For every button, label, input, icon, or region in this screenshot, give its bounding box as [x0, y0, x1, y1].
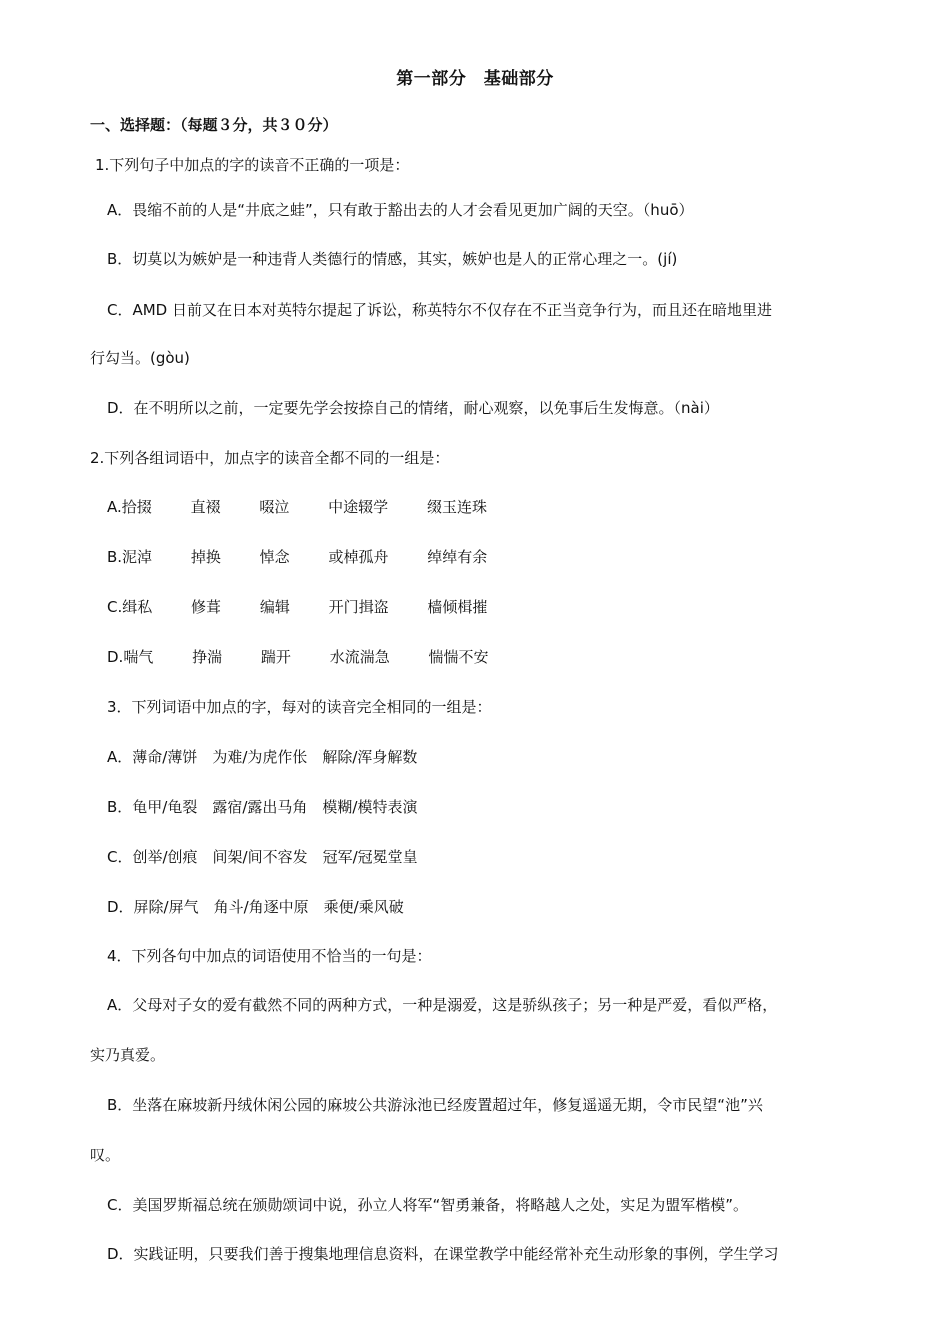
- word-item: 掉换: [190, 548, 221, 566]
- word-item: 水流湍急: [329, 648, 390, 666]
- word-item: 踹开: [260, 648, 291, 666]
- section-heading: 一、选择题：（每题３分，共３０分）: [90, 116, 338, 134]
- question-1-option-b: B．切莫以为嫉妒是一种违背人类德行的情感，其实，嫉妒也是人的正常心理之一。(jí): [107, 250, 678, 268]
- question-1-option-a: A．畏缩不前的人是“井底之蛙”，只有敢于豁出去的人才会看见更加广阔的天空。（huō）: [107, 201, 694, 219]
- question-4-option-a-cont: 实乃真爱。: [90, 1046, 166, 1064]
- word-item: C.缉私: [107, 598, 153, 616]
- question-4-option-b: B．坐落在麻坡新丹绒休闲公园的麻坡公共游泳池已经废置超过年，修复遥遥无期，令市民望“池”兴: [107, 1096, 763, 1114]
- question-2-stem: 2.下列各组词语中，加点字的读音全都不同的一组是：: [90, 449, 450, 467]
- word-item: 中途辍学: [328, 498, 389, 516]
- question-3-option-a: A．薄命/薄饼 为难/为虎作伥 解除/浑身解数: [107, 748, 418, 766]
- word-item: D.喘气: [107, 648, 154, 666]
- question-2-group-a: [107, 496, 521, 518]
- word-item: 直裰: [190, 498, 221, 516]
- question-3-option-d: D．屏除/屏气 角斗/角逐中原 乘便/乘风破: [107, 898, 404, 916]
- word-item: 或棹孤舟: [328, 548, 389, 566]
- question-4-option-a: A．父母对子女的爱有截然不同的两种方式，一种是溺爱，这是骄纵孩子；另一种是严爱，看似严格，: [107, 996, 778, 1014]
- word-item: 开门揖盗: [328, 598, 389, 616]
- question-1-option-d: D．在不明所以之前，一定要先学会按捺自己的情绪，耐心观察，以免事后生发悔意。（nài）: [107, 399, 719, 417]
- question-4-stem: 4．下列各句中加点的词语使用不恰当的一句是：: [107, 947, 432, 965]
- question-4-option-b-cont: 叹。: [90, 1146, 121, 1164]
- word-item: 缀玉连珠: [426, 498, 487, 516]
- question-3-stem: 3．下列词语中加点的字，每对的读音完全相同的一组是：: [107, 698, 492, 716]
- word-item: 悼念: [259, 548, 290, 566]
- question-2-group-b: [107, 546, 521, 568]
- word-item: 修葺: [191, 598, 222, 616]
- word-item: 绰绰有余: [427, 548, 488, 566]
- question-3-option-b: B．龟甲/龟裂 露宿/露出马角 模糊/模特表演: [107, 798, 418, 816]
- question-2-group-c: [107, 596, 521, 618]
- word-item: 啜泣: [259, 498, 290, 516]
- word-item: A.拾掇: [107, 498, 152, 516]
- question-3-option-c: C．创举/创痕 间架/间不容发 冠军/冠冕堂皇: [107, 848, 418, 866]
- page-title: 第一部分 基础部分: [396, 69, 554, 89]
- word-item: 挣湍: [192, 648, 223, 666]
- question-1-option-c-cont: 行勾当。(gòu): [90, 349, 190, 367]
- word-item: 编辑: [259, 598, 290, 616]
- question-4-option-c: C．美国罗斯福总统在颁勋颂词中说，孙立人将军“智勇兼备，将略越人之处，实足为盟军楷模”。: [107, 1196, 749, 1214]
- word-item: 樯倾楫摧: [427, 598, 488, 616]
- word-item: B.泥淖: [107, 548, 153, 566]
- question-1-option-c: C．AMD 日前又在日本对英特尔提起了诉讼，称英特尔不仅存在不正当竞争行为，而且还在暗地里进: [107, 301, 772, 319]
- question-4-option-d: D．实践证明，只要我们善于搜集地理信息资料，在课堂教学中能经常补充生动形象的事例，学生学习: [107, 1245, 779, 1263]
- question-1-stem: 1.下列句子中加点的字的读音不正确的一项是：: [95, 156, 410, 174]
- word-item: 惴惴不安: [428, 648, 489, 666]
- question-2-group-d: [107, 646, 523, 668]
